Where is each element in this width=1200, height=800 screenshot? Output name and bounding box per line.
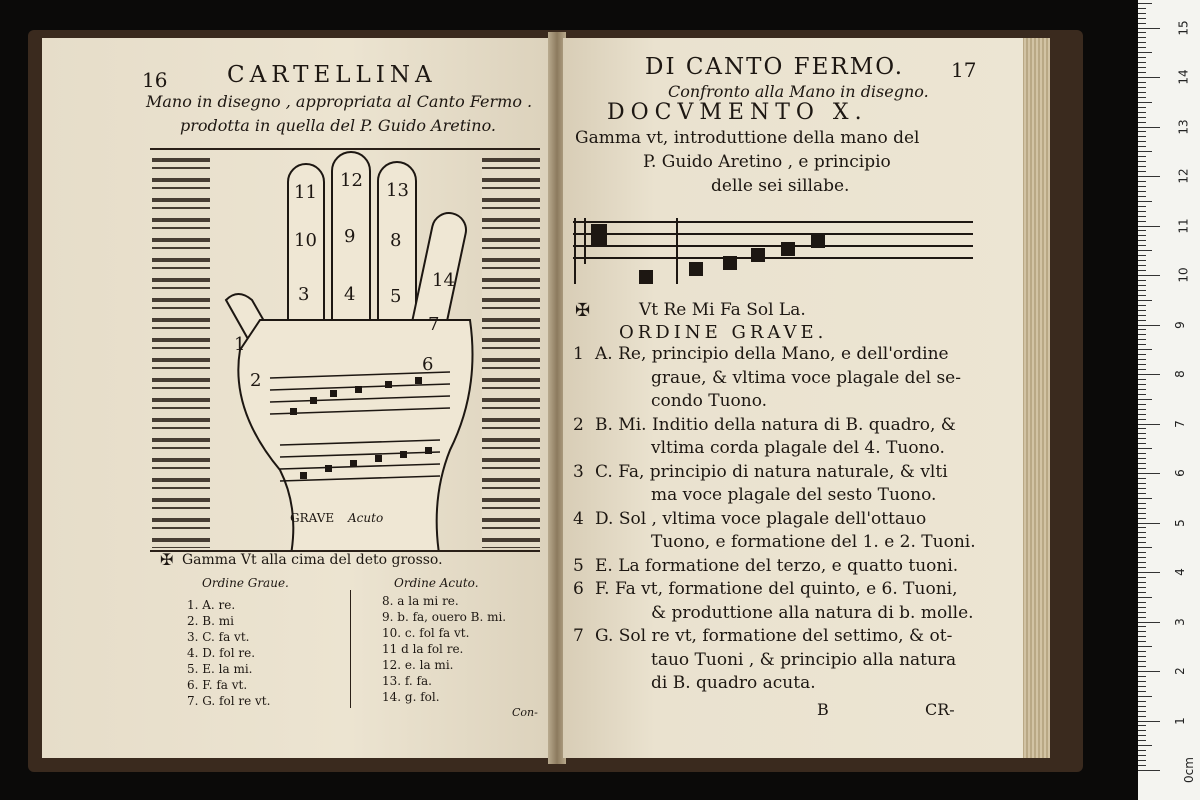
entry-line: tauo Tuoni , & principio alla natura	[651, 649, 957, 670]
ruler-tick	[1138, 711, 1146, 712]
right-heading: DOCVMENTO X.	[607, 100, 868, 125]
ruler-number: 14	[1176, 69, 1191, 85]
ruler-number: 0cm	[1181, 757, 1196, 783]
ruler-tick	[1138, 92, 1146, 93]
ruler-tick	[1138, 280, 1146, 281]
acuto-list-item: 14. g. fol.	[382, 690, 440, 704]
acuto-list-item: 8. a la mi re.	[382, 594, 459, 608]
ruler-tick	[1138, 537, 1146, 538]
section-heading: ORDINE GRAVE.	[619, 322, 828, 343]
ruler-tick	[1138, 47, 1146, 48]
ruler-tick	[1138, 166, 1146, 167]
ruler-tick	[1138, 52, 1152, 53]
hand-number: 1	[234, 334, 246, 355]
entry-line: C. Fa, principio di natura naturale, & vlti	[595, 461, 948, 482]
ruler-tick	[1138, 577, 1146, 578]
entry-line: & produttione alla natura di b. molle.	[651, 602, 974, 623]
hand-number: 11	[294, 182, 317, 203]
ruler-tick	[1138, 735, 1146, 736]
ruler-tick	[1138, 414, 1146, 415]
hand-number: 10	[294, 230, 317, 251]
entry-line: E. La formatione del terzo, e quatto tuoni.	[595, 555, 959, 576]
ruler-tick	[1138, 305, 1146, 306]
ruler-tick	[1138, 364, 1146, 365]
ruler-tick	[1138, 339, 1146, 340]
ruler-number: 10	[1176, 267, 1191, 283]
ruler-tick	[1138, 181, 1146, 182]
ruler-tick	[1138, 636, 1146, 637]
left-ornament-border	[152, 158, 210, 548]
ruler-number: 5	[1172, 518, 1187, 527]
acuto-list-item: 9. b. fa, ouero B. mi.	[382, 610, 507, 624]
ruler-tick	[1138, 745, 1152, 746]
ruler-tick	[1138, 463, 1146, 464]
grave-list-item: 4. D. fol re.	[187, 646, 256, 660]
ruler-number: 15	[1176, 19, 1191, 36]
hand-number: 2	[250, 370, 262, 391]
ruler-number: 2	[1172, 667, 1187, 675]
hand-number: 14	[432, 270, 455, 291]
ruler	[1138, 0, 1200, 800]
entry-number: 4	[573, 508, 584, 529]
ruler-tick	[1138, 196, 1146, 197]
hand-number: 6	[422, 354, 434, 375]
ruler-tick	[1138, 641, 1146, 642]
ruler-tick	[1138, 671, 1160, 672]
entry-number: 7	[573, 626, 584, 646]
ruler-tick	[1138, 592, 1146, 593]
grave-list-item: 1. A. re.	[187, 598, 236, 612]
ruler-tick	[1138, 77, 1160, 78]
ruler-tick	[1138, 344, 1146, 345]
ruler-tick	[1138, 716, 1146, 717]
ruler-tick	[1138, 117, 1146, 118]
entry-line: graue, & vltima voce plagale del se-	[651, 367, 961, 388]
ruler-tick	[1138, 275, 1160, 276]
ruler-tick	[1138, 760, 1146, 761]
left-page	[42, 38, 550, 758]
ruler-tick	[1138, 122, 1146, 123]
ruler-tick	[1138, 171, 1146, 172]
ruler-tick	[1138, 295, 1146, 296]
entry-number: 3	[573, 461, 584, 482]
ruler-tick	[1138, 32, 1146, 33]
right-running-head: DI CANTO FERMO.	[645, 54, 905, 80]
ruler-tick	[1138, 626, 1146, 627]
ruler-tick	[1138, 136, 1146, 137]
list-divider	[350, 590, 351, 708]
right-subtitle: Confronto alla Mano in disegno.	[668, 82, 929, 101]
ruler-tick	[1138, 523, 1160, 524]
hand-number: 3	[298, 284, 310, 305]
signature-mark: B	[817, 700, 829, 719]
acuto-list-item: 13. f. fa.	[382, 674, 432, 688]
ruler-tick	[1138, 453, 1146, 454]
ruler-tick	[1138, 582, 1146, 583]
ruler-tick	[1138, 265, 1146, 266]
entry-line: F. Fa vt, formatione del quinto, e 6. Tuoni,	[595, 579, 958, 599]
ruler-tick	[1138, 37, 1146, 38]
ruler-number: 8	[1172, 370, 1187, 378]
ruler-tick	[1138, 102, 1152, 103]
ruler-tick	[1138, 607, 1146, 608]
ruler-number: 3	[1172, 617, 1187, 626]
ruler-number: 7	[1172, 419, 1187, 428]
ruler-tick	[1138, 300, 1152, 301]
ruler-tick	[1138, 191, 1146, 192]
ruler-tick	[1138, 245, 1146, 246]
ruler-tick	[1138, 448, 1152, 449]
ruler-tick	[1138, 310, 1146, 311]
ruler-tick	[1138, 458, 1146, 459]
ruler-tick	[1138, 384, 1146, 385]
hand-number: 13	[386, 180, 409, 201]
ruler-tick	[1138, 696, 1152, 697]
ruler-tick	[1138, 250, 1152, 251]
ruler-number: 1	[1172, 716, 1187, 725]
ruler-tick	[1138, 379, 1146, 380]
ruler-tick	[1138, 42, 1146, 43]
acuto-list-item: 11 d la fol re.	[382, 642, 464, 656]
ruler-tick	[1138, 156, 1146, 157]
ruler-tick	[1138, 230, 1146, 231]
ruler-tick	[1138, 740, 1146, 741]
right-page-number: 17	[951, 58, 977, 82]
ruler-tick	[1138, 770, 1160, 771]
ruler-tick	[1138, 612, 1146, 613]
ruler-tick	[1138, 389, 1146, 390]
ruler-number: 6	[1172, 469, 1187, 477]
ruler-tick	[1138, 221, 1146, 222]
ruler-tick	[1138, 438, 1146, 439]
ruler-tick	[1138, 498, 1152, 499]
left-subtitle-1: Mano in disegno , appropriata al Canto Fermo .	[146, 92, 533, 111]
ruler-tick	[1138, 681, 1146, 682]
ruler-tick	[1138, 433, 1146, 434]
ruler-tick	[1138, 72, 1146, 73]
ruler-tick	[1138, 285, 1146, 286]
ruler-tick	[1138, 567, 1146, 568]
ruler-tick	[1138, 67, 1146, 68]
ruler-tick	[1138, 419, 1146, 420]
ruler-tick	[1138, 597, 1152, 598]
ruler-tick	[1138, 503, 1146, 504]
entry-number: 5	[573, 555, 584, 576]
ruler-tick	[1138, 478, 1146, 479]
ruler-tick	[1138, 131, 1146, 132]
ruler-tick	[1138, 656, 1146, 657]
ruler-tick	[1138, 359, 1146, 360]
guidonian-hand-illustration	[210, 150, 482, 550]
hand-label-acuto: Acuto	[348, 511, 384, 525]
ruler-tick	[1138, 354, 1146, 355]
ruler-tick	[1138, 587, 1146, 588]
ruler-tick	[1138, 349, 1152, 350]
ruler-tick	[1138, 315, 1146, 316]
ruler-tick	[1138, 57, 1146, 58]
ruler-tick	[1138, 730, 1146, 731]
ruler-tick	[1138, 334, 1146, 335]
ruler-tick	[1138, 146, 1146, 147]
ruler-tick	[1138, 602, 1146, 603]
ruler-tick	[1138, 493, 1146, 494]
ruler-tick	[1138, 13, 1146, 14]
left-subtitle-2: prodotta in quella del P. Guido Aretino.	[180, 116, 496, 135]
ruler-tick	[1138, 112, 1146, 113]
left-page-number: 16	[142, 68, 168, 92]
right-page	[563, 38, 1023, 758]
ruler-tick	[1138, 161, 1146, 162]
ruler-tick	[1138, 755, 1146, 756]
ruler-tick	[1138, 3, 1152, 4]
ruler-tick	[1138, 701, 1146, 702]
ruler-tick	[1138, 127, 1160, 128]
ruler-tick	[1138, 706, 1146, 707]
ruler-tick	[1138, 290, 1146, 291]
page-edges	[1020, 38, 1050, 758]
ruler-tick	[1138, 686, 1146, 687]
ruler-tick	[1138, 18, 1146, 19]
ruler-tick	[1138, 488, 1146, 489]
music-staff	[573, 214, 973, 288]
entry-line: condo Tuono.	[651, 391, 768, 411]
ruler-tick	[1138, 513, 1146, 514]
ruler-tick	[1138, 468, 1146, 469]
ruler-tick	[1138, 329, 1146, 330]
ruler-tick	[1138, 562, 1146, 563]
grave-list-item: 2. B. mi	[187, 614, 234, 628]
ruler-tick	[1138, 399, 1152, 400]
entry-line: D. Sol , vltima voce plagale dell'ottauo	[595, 508, 927, 529]
ruler-tick	[1138, 443, 1146, 444]
ruler-tick	[1138, 542, 1146, 543]
ruler-tick	[1138, 557, 1146, 558]
hand-number: 4	[344, 284, 356, 305]
ruler-tick	[1138, 765, 1146, 766]
intro-line-1: Gamma vt, introduttione della mano del	[575, 128, 920, 148]
hand-number: 8	[390, 230, 402, 251]
ruler-tick	[1138, 527, 1146, 528]
hand-number: 12	[340, 170, 363, 191]
ruler-tick	[1138, 676, 1146, 677]
grave-list-item: 3. C. fa vt.	[187, 630, 250, 644]
ruler-tick	[1138, 235, 1146, 236]
ruler-tick	[1138, 226, 1160, 227]
ruler-tick	[1138, 97, 1146, 98]
ruler-tick	[1138, 87, 1146, 88]
ruler-number: 9	[1172, 320, 1187, 329]
ruler-tick	[1138, 8, 1146, 9]
ruler-tick	[1138, 186, 1146, 187]
ruler-tick	[1138, 725, 1146, 726]
acuto-list-item: 12. e. la mi.	[382, 658, 454, 672]
ruler-tick	[1138, 141, 1146, 142]
ruler-tick	[1138, 23, 1146, 24]
ruler-tick	[1138, 374, 1160, 375]
entry-line: A. Re, principio della Mano, e dell'ordine	[595, 344, 949, 364]
ruler-tick	[1138, 646, 1152, 647]
hand-label-grave: GRAVE	[290, 511, 335, 525]
ruler-tick	[1138, 260, 1146, 261]
ruler-tick	[1138, 211, 1146, 212]
ruler-tick	[1138, 532, 1146, 533]
grave-list-item: 6. F. fa vt.	[187, 678, 248, 692]
grave-list-item: 5. E. la mi.	[187, 662, 253, 676]
ruler-tick	[1138, 394, 1146, 395]
ruler-tick	[1138, 721, 1160, 722]
ruler-tick	[1138, 320, 1146, 321]
ruler-tick	[1138, 255, 1146, 256]
ruler-tick	[1138, 622, 1160, 623]
right-catchword: CR-	[925, 700, 955, 719]
right-ornament-border	[482, 158, 540, 548]
ruler-tick	[1138, 428, 1146, 429]
ruler-tick	[1138, 750, 1146, 751]
ruler-tick	[1138, 176, 1160, 177]
ruler-tick	[1138, 201, 1152, 202]
col-grave-header: Ordine Graue.	[202, 576, 289, 590]
left-running-head: CARTELLINA	[227, 62, 437, 88]
entry-line: G. Sol re vt, formatione del settimo, & ot-	[595, 626, 953, 646]
caption-cross: ✠	[160, 550, 174, 569]
ruler-tick	[1138, 547, 1152, 548]
syllables: Vt Re Mi Fa Sol La.	[639, 300, 806, 320]
ruler-tick	[1138, 404, 1146, 405]
ruler-tick	[1138, 424, 1160, 425]
hand-number: 5	[390, 286, 402, 307]
ruler-number: 4	[1172, 568, 1187, 576]
ruler-tick	[1138, 270, 1146, 271]
ruler-tick	[1138, 572, 1160, 573]
ruler-tick	[1138, 409, 1146, 410]
ruler-tick	[1138, 325, 1160, 326]
entry-line: Tuono, e formatione del 1. e 2. Tuoni.	[651, 532, 976, 552]
ruler-tick	[1138, 666, 1146, 667]
entry-line: B. Mi. Inditio della natura di B. quadro, &	[595, 414, 956, 435]
intro-line-2: P. Guido Aretino , e principio	[643, 152, 891, 172]
entry-number: 2	[573, 414, 584, 435]
entry-number: 6	[573, 579, 584, 599]
intro-line-3: delle sei sillabe.	[711, 176, 850, 196]
ruler-tick	[1138, 216, 1146, 217]
ruler-tick	[1138, 483, 1146, 484]
grave-list-item: 7. G. fol re vt.	[187, 694, 271, 708]
ruler-tick	[1138, 518, 1146, 519]
ruler-tick	[1138, 206, 1146, 207]
ruler-tick	[1138, 240, 1146, 241]
ruler-tick	[1138, 661, 1146, 662]
ruler-tick	[1138, 369, 1146, 370]
ruler-number: 12	[1176, 168, 1191, 184]
ruler-tick	[1138, 631, 1146, 632]
ruler-tick	[1138, 552, 1146, 553]
ruler-tick	[1138, 617, 1146, 618]
entry-number: 1	[573, 344, 584, 364]
left-catchword: Con-	[512, 706, 538, 719]
caption: Gamma Vt alla cima del deto grosso.	[182, 552, 443, 568]
ruler-tick	[1138, 151, 1152, 152]
acuto-list-item: 10. c. fol fa vt.	[382, 626, 470, 640]
ruler-tick	[1138, 651, 1146, 652]
entry-line: di B. quadro acuta.	[651, 673, 816, 693]
entry-line: vltima corda plagale del 4. Tuono.	[651, 438, 945, 458]
ruler-tick	[1138, 82, 1146, 83]
col-acuto-header: Ordine Acuto.	[394, 576, 479, 590]
ruler-number: 13	[1176, 118, 1191, 135]
ruler-tick	[1138, 107, 1146, 108]
ruler-number: 11	[1176, 217, 1191, 234]
ruler-tick	[1138, 508, 1146, 509]
entry-line: ma voce plagale del sesto Tuono.	[651, 485, 937, 505]
hand-number: 9	[344, 226, 356, 247]
hand-number: 7	[428, 314, 440, 335]
ruler-tick	[1138, 28, 1160, 29]
syllable-cross: ✠	[575, 300, 591, 321]
ruler-tick	[1138, 62, 1146, 63]
ruler-tick	[1138, 473, 1160, 474]
ruler-tick	[1138, 691, 1146, 692]
